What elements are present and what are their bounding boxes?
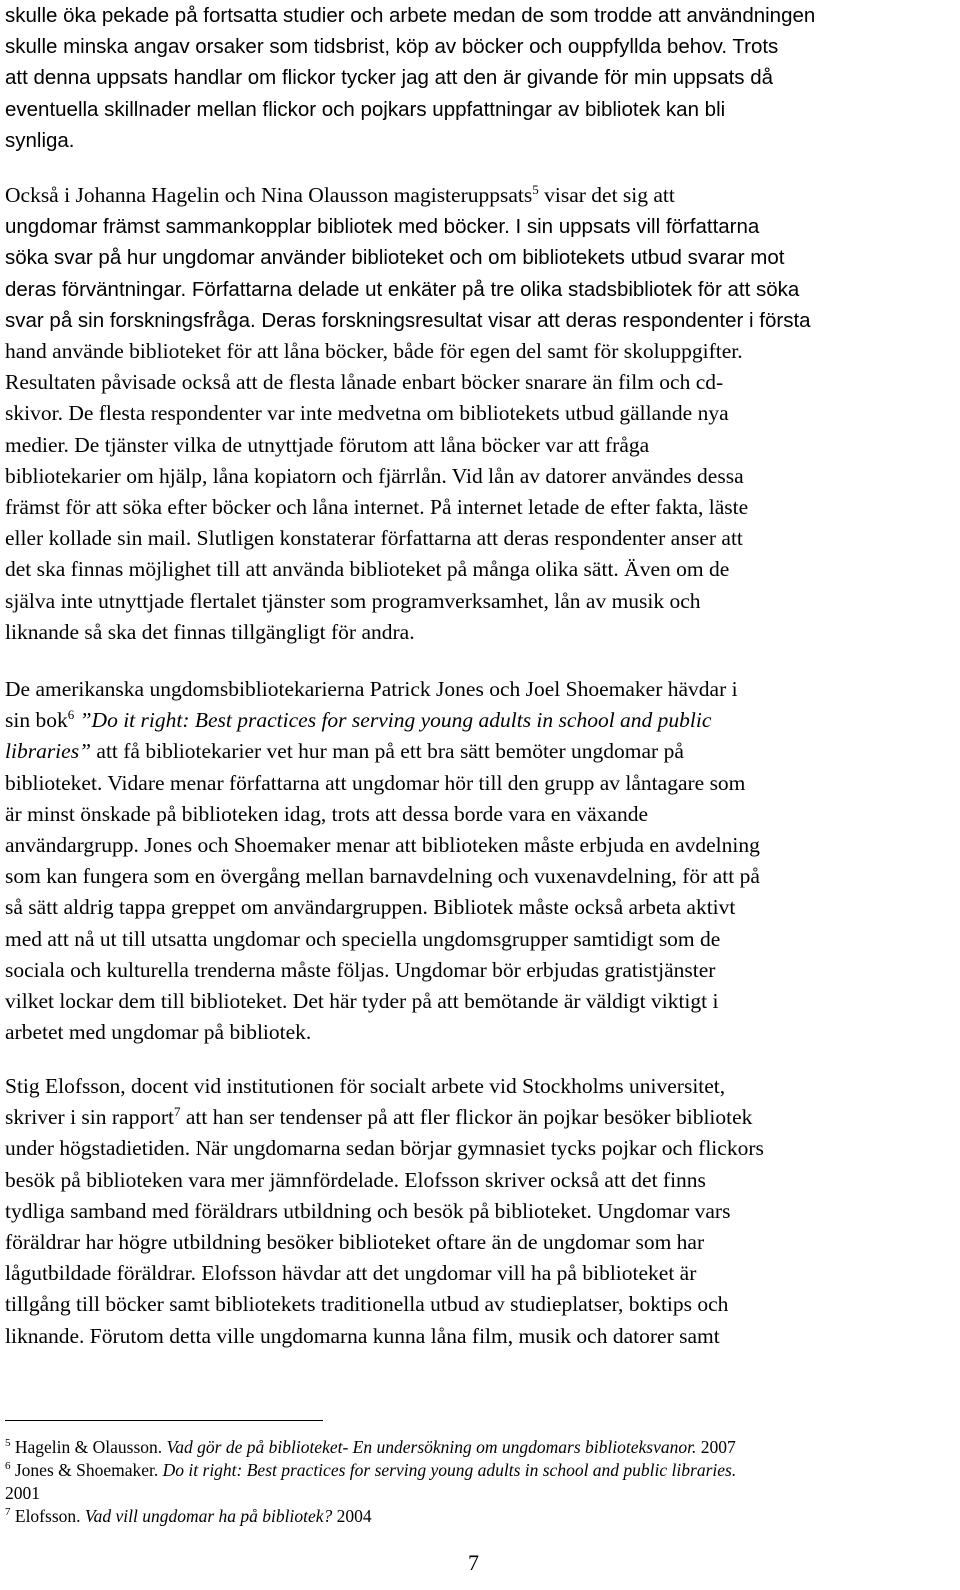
- text-line: att denna uppsats handlar om flickor tycker jag att den är givande för min uppsats då: [5, 66, 774, 90]
- text-line: bibliotekarier om hjälp, låna kopiatorn och fjärrlån. Vid lån av datorer användes dessa: [5, 463, 744, 488]
- text-line: liknande. Förutom detta ville ungdomarna kunna låna film, musik och datorer samt: [5, 1323, 720, 1348]
- footnote: [5, 1459, 945, 1482]
- text-line: som kan fungera som en övergång mellan barnavdelning och vuxenavdelning, för att på: [5, 864, 760, 889]
- footnote-ref: 5: [532, 181, 539, 197]
- text-line: eventuella skillnader mellan flickor och pojkars uppfattningar av bibliotek kan bli: [5, 97, 726, 121]
- text-line: eller kollade sin mail. Slutligen konstaterar författarna att deras respondenter anser att: [5, 526, 743, 551]
- footnote: [5, 1505, 945, 1528]
- footnote: [5, 1436, 945, 1459]
- text-run: visar det sig att: [538, 183, 675, 207]
- text-line: tydliga samband med föräldrars utbildning och besök på biblioteket. Ungdomar vars: [5, 1198, 731, 1223]
- paragraph-4: [5, 1071, 945, 1352]
- text-line: Resultaten påvisade också att de flesta lånade enbart böcker snarare än film och cd-: [5, 370, 724, 395]
- footnote-ref: 6: [67, 707, 75, 723]
- text-line: biblioteket. Vidare menar författarna att ungdomar hör till den grupp av låntagare som: [5, 770, 746, 795]
- footnote-number: 7: [5, 1506, 11, 1519]
- text-line: lågutbildade föräldrar. Elofsson hävdar att det ungdomar vill ha på biblioteket är: [5, 1261, 697, 1286]
- text-line: så sätt aldrig tappa greppet om användargruppen. Bibliotek måste också arbeta aktivt: [5, 895, 736, 920]
- text-run: Också i Johanna Hagelin och Nina Olausson magisteruppsats: [5, 183, 533, 207]
- book-title: libraries”: [5, 739, 92, 764]
- text-line: synliga.: [5, 128, 75, 152]
- footnote-title: Vad vill ungdomar ha på bibliotek?: [84, 1506, 333, 1526]
- page-number: 7: [468, 1550, 479, 1575]
- text-line: användargrupp. Jones och Shoemaker menar att biblioteken måste erbjuda en avdelning: [5, 833, 760, 858]
- text-line: arbetet med ungdomar på bibliotek.: [5, 1020, 312, 1045]
- text-line: med att nå ut till utsatta ungdomar och speciella ungdomsgrupper samtidigt som de: [5, 926, 721, 951]
- footnote-title: Vad gör de på biblioteket- En undersökning om ungdomars biblioteksvanor.: [166, 1437, 697, 1457]
- text-line: [5, 1102, 945, 1133]
- text-run: skriver i sin rapport: [5, 1105, 174, 1130]
- book-title: ”Do it right: Best practices for serving young adults in school and public: [74, 708, 712, 733]
- paragraph-2: [5, 180, 945, 648]
- footnote-text: Hagelin & Olausson.: [10, 1437, 167, 1457]
- text-line: föräldrar har högre utbildning besöker biblioteket oftare än de ungdomar som har: [5, 1230, 705, 1255]
- text-line: skulle minska angav orsaker som tidsbrist, köp av böcker och ouppfyllda behov. Trots: [5, 35, 779, 59]
- footnote-divider: [5, 1420, 323, 1421]
- text-line: främst för att söka efter böcker och låna internet. På internet letade de efter fakta, läste: [5, 495, 749, 520]
- text-line: besök på biblioteken vara mer jämnfördelade. Elofsson skriver också att det finns: [5, 1167, 706, 1192]
- footnote-year: 2004: [332, 1506, 372, 1526]
- footnote-text: Elofsson.: [10, 1506, 85, 1526]
- text-line: medier. De tjänster vilka de utnyttjade förutom att låna böcker var att fråga: [5, 432, 650, 457]
- footnote-title: Do it right: Best practices for serving young adults in school and public libraries.: [162, 1460, 737, 1480]
- footnote-continuation: 2001: [5, 1483, 40, 1503]
- text-line: Stig Elofsson, docent vid institutionen för socialt arbete vid Stockholms universitet,: [5, 1074, 726, 1098]
- text-line: svar på sin forskningsfråga. Deras forskningsresultat visar att deras respondenter i första: [5, 308, 811, 332]
- text-line: liknande så ska det finnas tillgängligt för andra.: [5, 619, 415, 644]
- text-line: under högstadietiden. När ungdomarna sedan börjar gymnasiet tycks pojkar och flickors: [5, 1136, 764, 1161]
- text-line: deras förväntningar. Författarna delade ut enkäter på tre olika stadsbibliotek för att söka: [5, 277, 800, 301]
- text-line: [5, 736, 945, 767]
- footnote-year: 2007: [696, 1437, 736, 1457]
- footnote-text: Jones & Shoemaker.: [10, 1460, 163, 1480]
- footnote-number: 5: [5, 1437, 11, 1450]
- text-line: hand använde biblioteket för att låna böcker, både för egen del samt för skoluppgifter.: [5, 339, 743, 364]
- text-run: att få bibliotekarier vet hur man på ett bra sätt bemöter ungdomar på: [91, 739, 684, 764]
- text-line: sociala och kulturella trenderna måste följas. Ungdomar bör erbjudas gratistjänster: [5, 957, 716, 982]
- footnote-number: 6: [5, 1460, 11, 1473]
- text-line: själva inte utnyttjade flertalet tjänster som programverksamhet, lån av musik och: [5, 588, 701, 613]
- text-line: ungdomar främst sammankopplar bibliotek med böcker. I sin uppsats vill författarna: [5, 215, 760, 239]
- text-run: sin bok: [5, 708, 68, 733]
- text-line: söka svar på hur ungdomar använder biblioteket och om bibliotekets utbud svarar mot: [5, 246, 785, 270]
- paragraph-3: [5, 674, 945, 1048]
- footnote-ref: 7: [173, 1104, 181, 1120]
- text-line: skulle öka pekade på fortsatta studier och arbete medan de som trodde att användningen: [5, 4, 816, 27]
- text-line: tillgång till böcker samt bibliotekets traditionella utbud av studieplatser, boktips och: [5, 1292, 729, 1317]
- text-line: är minst önskade på biblioteken idag, trots att dessa borde vara en växande: [5, 801, 649, 826]
- text-line: vilket lockar dem till biblioteket. Det här tyder på att bemötande är väldigt viktigt i: [5, 989, 719, 1014]
- text-line: De amerikanska ungdomsbibliotekarierna Patrick Jones och Joel Shoemaker hävdar i: [5, 677, 738, 701]
- text-run: att han ser tendenser på att fler flickor än pojkar besöker bibliotek: [180, 1105, 753, 1130]
- text-line: [5, 180, 945, 211]
- text-line: det ska finnas möjlighet till att använda biblioteket på många olika sätt. Även om de: [5, 557, 730, 582]
- footnotes: [5, 1436, 945, 1528]
- text-line: skivor. De flesta respondenter var inte medvetna om bibliotekets utbud gällande nya: [5, 401, 729, 426]
- text-line: [5, 705, 945, 736]
- paragraph-1: [5, 0, 945, 156]
